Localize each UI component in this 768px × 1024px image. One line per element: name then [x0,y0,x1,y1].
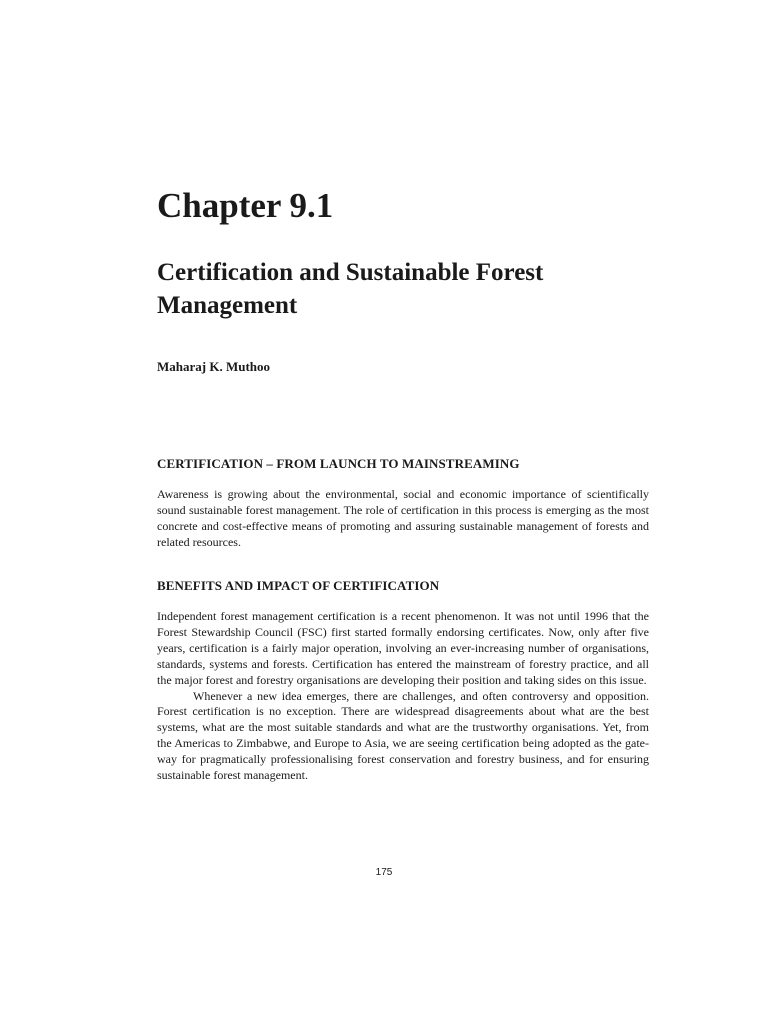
section-certification-launch [157,455,649,551]
author-name: Maharaj K. Muthoo [157,359,271,374]
body-paragraph: Awareness is growing about the environmental, social and economic importance of scientifically sound sustainable forest management. The role of certification in this process is emerging as the most concrete and cost-effective means of promoting and assuring sustainable management of forests and related resources. [157,487,649,549]
section-heading: CERTIFICATION – FROM LAUNCH TO MAINSTREAMING [157,456,520,471]
section-heading: BENEFITS AND IMPACT OF CERTIFICATION [157,578,440,593]
page-number: 175 [375,867,393,878]
body-paragraph: Independent forest management certification is a recent phenomenon. It was not until 1996 that the Forest Stewardship Council (FSC) first started formally endorsing certificates. Now, only after five years, certification is a fairly major operation, involving an ever-increasing number of organisations, standards, systems and forests. Certification has entered the mainstream of forestry practice, and all the major forest and forestry organisations are developing their position and taking sides on this issue. [157,609,649,687]
chapter-number: Chapter 9.1 [157,186,334,225]
chapter-title: Certification and Sustainable Forest Management [157,259,544,319]
body-paragraph: Whenever a new idea emerges, there are challenges, and often controversy and opposition. Forest certification is no exception. There are widespread disagreements about what are the best systems, what are the most suitable standards and what are the trustworthy organisations. Yet, from the Americas to Zimbabwe, and Europe to Asia, we are seeing certification being adopted as the gate-way for pragmatically professionalising forest conservation and forestry business, and for ensuring sustainable forest management. [157,688,649,783]
section-benefits-impact [157,577,649,784]
